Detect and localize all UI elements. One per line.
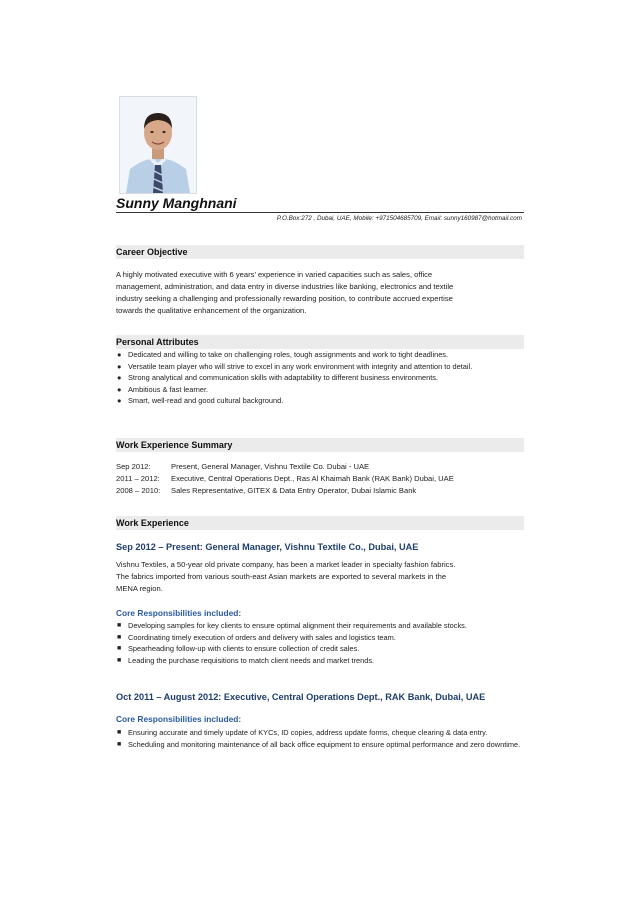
objective-line: management, administration, and data entry in diverse industries like banking, electronics and textile [116, 282, 454, 291]
list-item: ● Smart, well-read and good cultural background. [117, 396, 284, 406]
section-work-experience-summary: Work Experience Summary [116, 438, 524, 452]
list-item: ■ Scheduling and monitoring maintenance of all back office equipment to ensure optimal performance and zero downtime. [117, 739, 521, 749]
list-item: ● Versatile team player who will strive to excel in any work environment with integrity and attention to detail. [117, 361, 473, 371]
contact-line: P.O.Box:272 , Dubai, UAE, Mobile: +971504685709, Email: sunny160987@hotmail.com [276, 215, 522, 222]
summary-row [116, 485, 454, 497]
square-bullet-icon: ■ [117, 740, 122, 748]
job1-responsibilities-list [116, 620, 522, 666]
summary-text: Present, General Manager, Vishnu Textile Co. Dubai - UAE [171, 462, 370, 471]
summary-text: Executive, Central Operations Dept., Ras Al Khaimah Bank (RAK Bank) Dubai, UAE [171, 474, 454, 483]
summary-date: 2011 – 2012: [116, 474, 160, 483]
summary-text: Sales Representative, GITEX & Data Entry Operator, Dubai Islamic Bank [171, 486, 417, 495]
responsibilities-heading: Core Responsibilities included: [116, 608, 242, 618]
square-bullet-icon: ■ [117, 656, 122, 664]
summary-row [116, 461, 454, 473]
bullet-icon: ● [117, 350, 122, 359]
square-bullet-icon: ■ [117, 622, 122, 629]
candidate-name: Sunny Manghnani [116, 195, 237, 211]
work-summary-table [116, 461, 454, 497]
bullet-icon: ● [117, 396, 122, 406]
profile-photo [119, 96, 197, 194]
personal-attributes-list [116, 349, 522, 407]
list-item: ■ Leading the purchase requisitions to match client needs and market trends. [117, 655, 375, 665]
square-bullet-icon: ■ [117, 729, 122, 736]
responsibilities-heading: Core Responsibilities included: [116, 714, 242, 724]
job-title: Oct 2011 – August 2012: Executive, Central Operations Dept., RAK Bank, Dubai, UAE [116, 692, 486, 702]
square-bullet-icon: ■ [117, 645, 122, 653]
list-item: ■ Spearheading follow-up with clients to ensure collection of credit sales. [117, 644, 360, 654]
objective-line: industry seeking a challenging and professionally rewarding position, to contribute accrued expertise [116, 294, 453, 303]
person-portrait-icon [120, 97, 196, 193]
section-work-experience: Work Experience [116, 516, 524, 530]
summary-date: Sep 2012: [116, 462, 151, 471]
bullet-icon: ● [117, 384, 122, 394]
list-item: ● Strong analytical and communication skills with adaptability to different business environments. [117, 373, 439, 383]
summary-date: 2008 – 2010: [116, 486, 161, 495]
job-desc-line: MENA region. [116, 584, 163, 593]
career-objective-text [116, 269, 522, 317]
square-bullet-icon: ■ [117, 633, 122, 641]
list-item: ■ Coordinating timely execution of orders and delivery with sales and logistics team. [117, 632, 396, 642]
section-personal-attributes: Personal Attributes [116, 335, 524, 349]
list-item: ● Dedicated and willing to take on challenging roles, tough assignments and work to tight deadlines. [117, 350, 449, 359]
job2-responsibilities-list [116, 727, 522, 750]
bullet-icon: ● [117, 373, 122, 383]
list-item: ■ Developing samples for key clients to ensure optimal alignment their requirements and available stocks. [117, 621, 467, 630]
summary-row [116, 473, 454, 485]
section-career-objective: Career Objective [116, 245, 524, 259]
bullet-icon: ● [117, 361, 122, 371]
job-title: Sep 2012 – Present: General Manager, Vishnu Textile Co., Dubai, UAE [116, 542, 419, 552]
job-desc-line: Vishnu Textiles, a 50-year old private company, has been a market leader in specialty fashion fabrics. [116, 560, 456, 569]
objective-line: A highly motivated executive with 6 years’ experience in varied capacities such as sales, office [116, 270, 433, 279]
objective-line: towards the qualitative enhancement of the organization. [116, 306, 307, 315]
list-item: ■ Ensuring accurate and timely update of KYCs, ID copies, address update forms, cheque clearing & data entry. [117, 728, 488, 737]
job-description [116, 559, 522, 595]
job-desc-line: The fabrics imported from various south-east Asian markets are exported to several markets in the [116, 572, 447, 581]
name-divider [116, 212, 524, 213]
list-item: ● Ambitious & fast learner. [117, 384, 209, 394]
